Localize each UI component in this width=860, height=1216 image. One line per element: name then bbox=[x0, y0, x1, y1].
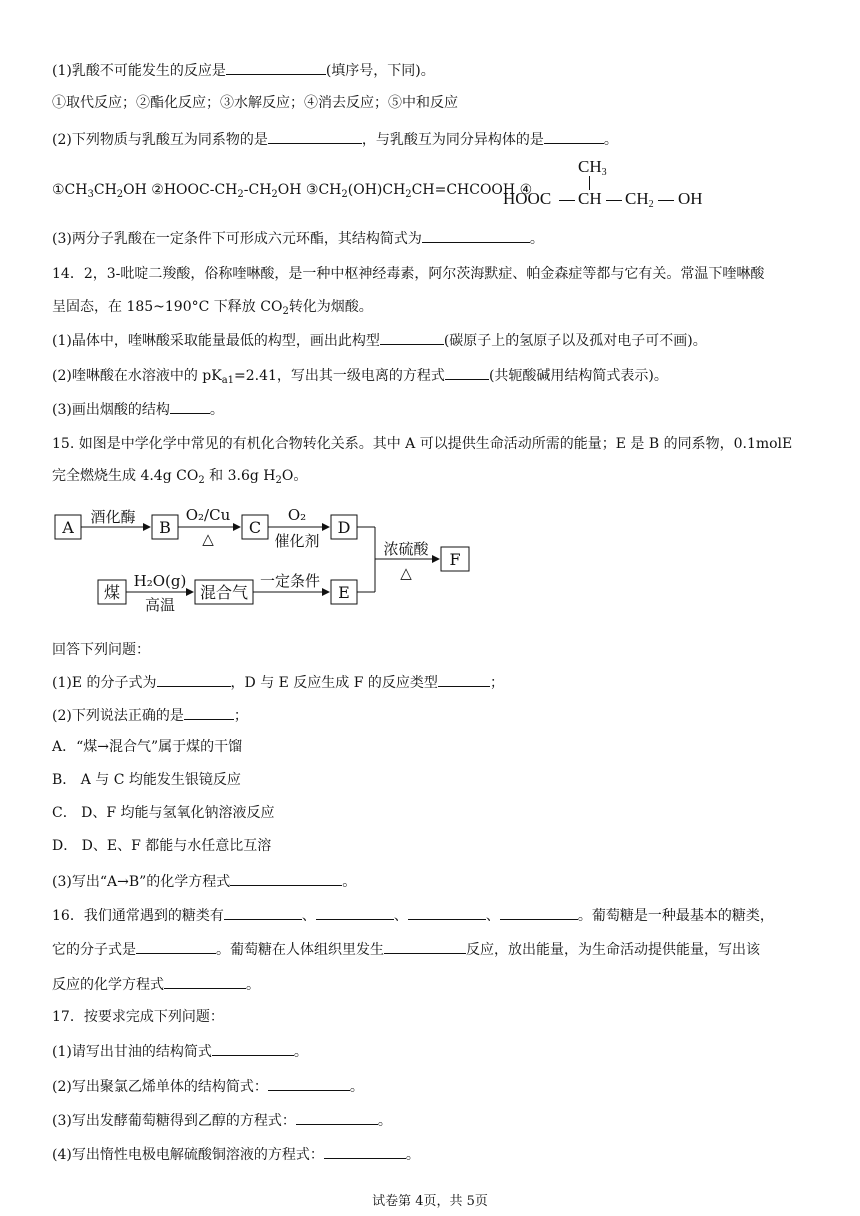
q16-line2 bbox=[52, 939, 760, 960]
subscript: 2 bbox=[198, 475, 205, 486]
q17-part2-text: (2)写出聚氯乙烯单体的结构简式： bbox=[52, 1079, 268, 1095]
q13-part1-note: (填序号，下同)。 bbox=[325, 63, 435, 79]
bond-1 bbox=[559, 200, 575, 201]
q13-options: ①取代反应；②酯化反应；③水解反应；④消去反应；⑤中和反应 bbox=[52, 95, 458, 111]
q15-part2-text: (2)下列说法正确的是 bbox=[52, 708, 184, 724]
cond-heat: △ bbox=[202, 530, 214, 548]
q13-part2-text-b: ，与乳酸互为同分异构体的是 bbox=[361, 132, 544, 148]
cond-heat2: △ bbox=[400, 564, 412, 582]
cond-enzyme: 酒化酶 bbox=[90, 508, 136, 526]
formula-text: CH=CHCOOH ④ bbox=[411, 182, 533, 198]
ch-group: CH bbox=[578, 189, 602, 208]
q14-part3 bbox=[52, 399, 224, 420]
q17-part3-end: 。 bbox=[377, 1113, 392, 1129]
q16-text: 16．我们通常遇到的糖类有 bbox=[52, 908, 224, 924]
subscript: 2 bbox=[341, 189, 348, 200]
q15-line1: 15. 如图是中学化学中常见的有机化合物转化关系。其中 A 可以提供生命活动所需的能量；E 是 B 的同系物，0.1molE bbox=[52, 436, 793, 452]
q14-text: 呈固态，在 185~190°C 下释放 CO bbox=[52, 299, 283, 315]
q15-option-d: D． D、E、F 都能与水任意比互溶 bbox=[52, 838, 272, 854]
q14-part2-text-b: =2.41，写出其一级电离的方程式 bbox=[234, 368, 445, 384]
q17-part3 bbox=[52, 1110, 392, 1131]
cond-h2o: H₂O(g) bbox=[133, 572, 187, 590]
label-coal: 煤 bbox=[103, 583, 121, 602]
separator: 、 bbox=[485, 908, 500, 924]
oh-group: OH bbox=[678, 189, 703, 208]
answer-blank[interactable] bbox=[445, 365, 489, 380]
reaction-diagram bbox=[50, 500, 480, 612]
label-F: F bbox=[449, 550, 461, 569]
answer-blank[interactable] bbox=[164, 974, 246, 989]
bond-vertical bbox=[589, 176, 590, 190]
q15-text: O。 bbox=[281, 468, 308, 484]
q13-part1-text: (1)乳酸不可能发生的反应是 bbox=[52, 63, 226, 79]
q15-part1-end: ； bbox=[489, 675, 504, 691]
q17-title: 17．按要求完成下列问题： bbox=[52, 1009, 224, 1025]
q14-line2 bbox=[52, 297, 373, 317]
q15-option-c: C． D、F 均能与氢氧化钠溶液反应 bbox=[52, 805, 275, 821]
q14-part2-text: (2)喹啉酸在水溶液中的 pK bbox=[52, 368, 222, 384]
formula-text: ①CH bbox=[52, 182, 88, 198]
q15-option-b: B． A 与 C 均能发生银镜反应 bbox=[52, 772, 241, 788]
formula-text: (OH)CH bbox=[347, 182, 406, 198]
label-C: C bbox=[248, 518, 262, 537]
q15-part1 bbox=[52, 672, 504, 693]
q15-text: 完全燃烧生成 4.4g CO bbox=[52, 468, 199, 484]
q15-option-a: A．“煤→混合气”属于煤的干馏 bbox=[52, 739, 243, 755]
q15-part1-text: (1)E 的分子式为 bbox=[52, 675, 157, 691]
q17-part2-end: 。 bbox=[349, 1079, 364, 1095]
ch3-group: $CH_3$ bbox=[578, 157, 607, 178]
answer-blank[interactable] bbox=[408, 905, 486, 920]
answer-blank[interactable] bbox=[136, 939, 216, 954]
cond-hightemp: 高温 bbox=[144, 596, 176, 612]
q13-part3-end: 。 bbox=[529, 231, 544, 247]
q16-text: 反应，放出能量，为生命活动提供能量，写出该 bbox=[466, 942, 760, 958]
q14-part2 bbox=[52, 365, 668, 386]
q17-part4-end: 。 bbox=[405, 1147, 420, 1163]
q16-text: 。葡萄糖在人体组织里发生 bbox=[216, 942, 384, 958]
q14-part1-note: (碳原子上的氢原子以及孤对电子可不画)。 bbox=[443, 333, 707, 349]
q15-part3-text: (3)写出“A→B”的化学方程式 bbox=[52, 874, 231, 890]
answer-blank[interactable] bbox=[324, 1144, 406, 1159]
q15-part3-end: 。 bbox=[342, 874, 357, 890]
bond-2 bbox=[606, 200, 622, 201]
q17-part1-end: 。 bbox=[293, 1044, 308, 1060]
answer-blank[interactable] bbox=[296, 1110, 378, 1125]
formula-text: -CH bbox=[243, 182, 272, 198]
answer-blank[interactable] bbox=[224, 905, 302, 920]
answer-blank[interactable] bbox=[316, 905, 394, 920]
q13-part1 bbox=[52, 60, 435, 81]
q16-text-b: 。葡萄糖是一种最基本的糖类， bbox=[577, 908, 774, 924]
q17-part1 bbox=[52, 1041, 308, 1062]
q14-line1: 14．2，3-吡啶二羧酸，俗称喹啉酸，是一种中枢神经毒素，阿尔茨海默症、帕金森症等都与它有关。常温下喹啉酸 bbox=[52, 266, 765, 282]
formula-text: OH ②HOOC-CH bbox=[123, 182, 238, 198]
cond-catalyst: 催化剂 bbox=[274, 532, 320, 550]
q16-line3 bbox=[52, 974, 260, 995]
subscript: 2 bbox=[271, 189, 278, 200]
answer-blank[interactable] bbox=[380, 330, 444, 345]
answer-blank[interactable] bbox=[157, 672, 231, 687]
label-D: D bbox=[337, 518, 351, 537]
q16-line1 bbox=[52, 905, 774, 926]
answer-blank[interactable] bbox=[212, 1041, 294, 1056]
q13-substances bbox=[52, 180, 532, 200]
cond-o2: O₂ bbox=[287, 506, 307, 524]
q13-part3-text: (3)两分子乳酸在一定条件下可形成六元环酯，其结构简式为 bbox=[52, 231, 422, 247]
q14-part1-text: (1)晶体中，喹啉酸采取能量最低的构型，画出此构型 bbox=[52, 333, 380, 349]
subscript: 2 bbox=[237, 189, 244, 200]
subscript: 2 bbox=[282, 306, 289, 317]
answer-blank[interactable] bbox=[544, 129, 604, 144]
hooc-group: HOOC bbox=[503, 189, 552, 208]
answer-blank[interactable] bbox=[268, 1076, 350, 1091]
q13-part2-text: (2)下列物质与乳酸互为同系物的是 bbox=[52, 132, 268, 148]
q17-part1-text: (1)请写出甘油的结构简式 bbox=[52, 1044, 212, 1060]
q15-part2-end: ； bbox=[233, 708, 248, 724]
answer-blank[interactable] bbox=[268, 129, 362, 144]
q13-part3 bbox=[52, 228, 544, 249]
answer-blank[interactable] bbox=[438, 672, 490, 687]
separator: 、 bbox=[393, 908, 408, 924]
subscript: 3 bbox=[87, 189, 94, 200]
bond-3 bbox=[658, 200, 674, 201]
separator: 、 bbox=[301, 908, 316, 924]
q14-part1 bbox=[52, 330, 707, 351]
cond-condition: 一定条件 bbox=[259, 572, 321, 590]
q15-part2 bbox=[52, 705, 248, 726]
q15-part1-text-b: ，D 与 E 反应生成 F 的反应类型 bbox=[230, 675, 438, 691]
q16-end: 。 bbox=[246, 977, 260, 993]
label-E: E bbox=[338, 583, 350, 602]
answer-blank[interactable] bbox=[230, 871, 342, 886]
q16-text: 它的分子式是 bbox=[52, 942, 136, 958]
answer-blank[interactable] bbox=[170, 399, 210, 414]
subscript: 2 bbox=[275, 475, 282, 486]
q15-part3 bbox=[52, 871, 356, 892]
label-mixgas: 混合气 bbox=[199, 583, 249, 602]
q15-line2 bbox=[52, 466, 307, 486]
answer-blank[interactable] bbox=[384, 939, 466, 954]
q16-text: 反应的化学方程式 bbox=[52, 977, 164, 993]
q13-part2-end: 。 bbox=[603, 132, 618, 148]
q17-part4 bbox=[52, 1144, 420, 1165]
q17-part4-text: (4)写出惰性电极电解硫酸铜溶液的方程式： bbox=[52, 1147, 324, 1163]
q14-part3-end: 。 bbox=[209, 402, 224, 418]
answer-blank[interactable] bbox=[422, 228, 530, 243]
subscript: 2 bbox=[116, 189, 124, 200]
q14-part2-note: (共轭酸碱用结构简式表示)。 bbox=[488, 368, 668, 384]
subscript: a1 bbox=[221, 375, 235, 386]
answer-blank[interactable] bbox=[226, 60, 326, 75]
subscript: 2 bbox=[405, 189, 412, 200]
label-B: B bbox=[159, 518, 171, 537]
ch2-group: $CH_2$ bbox=[625, 189, 654, 210]
answer-blank[interactable] bbox=[500, 905, 578, 920]
q14-part3-text: (3)画出烟酸的结构 bbox=[52, 402, 170, 418]
q17-part2 bbox=[52, 1076, 364, 1097]
q17-part3-text: (3)写出发酵葡萄糖得到乙醇的方程式： bbox=[52, 1113, 296, 1129]
q14-text: 转化为烟酸。 bbox=[288, 299, 373, 315]
label-A: A bbox=[62, 518, 74, 537]
q15-answer-prompt: 回答下列问题： bbox=[52, 642, 150, 658]
answer-blank[interactable] bbox=[184, 705, 234, 720]
formula-text: OH ③CH bbox=[277, 182, 342, 198]
cond-o2cu: O₂/Cu bbox=[185, 506, 231, 524]
q15-text: 和 3.6g H bbox=[204, 468, 276, 484]
formula-text: CH bbox=[93, 182, 117, 198]
structural-formula-4 bbox=[503, 157, 713, 215]
cond-h2so4: 浓硫酸 bbox=[383, 540, 429, 558]
q13-part2 bbox=[52, 129, 618, 150]
page-footer: 试卷第 4页，共 5页 bbox=[372, 1194, 488, 1209]
